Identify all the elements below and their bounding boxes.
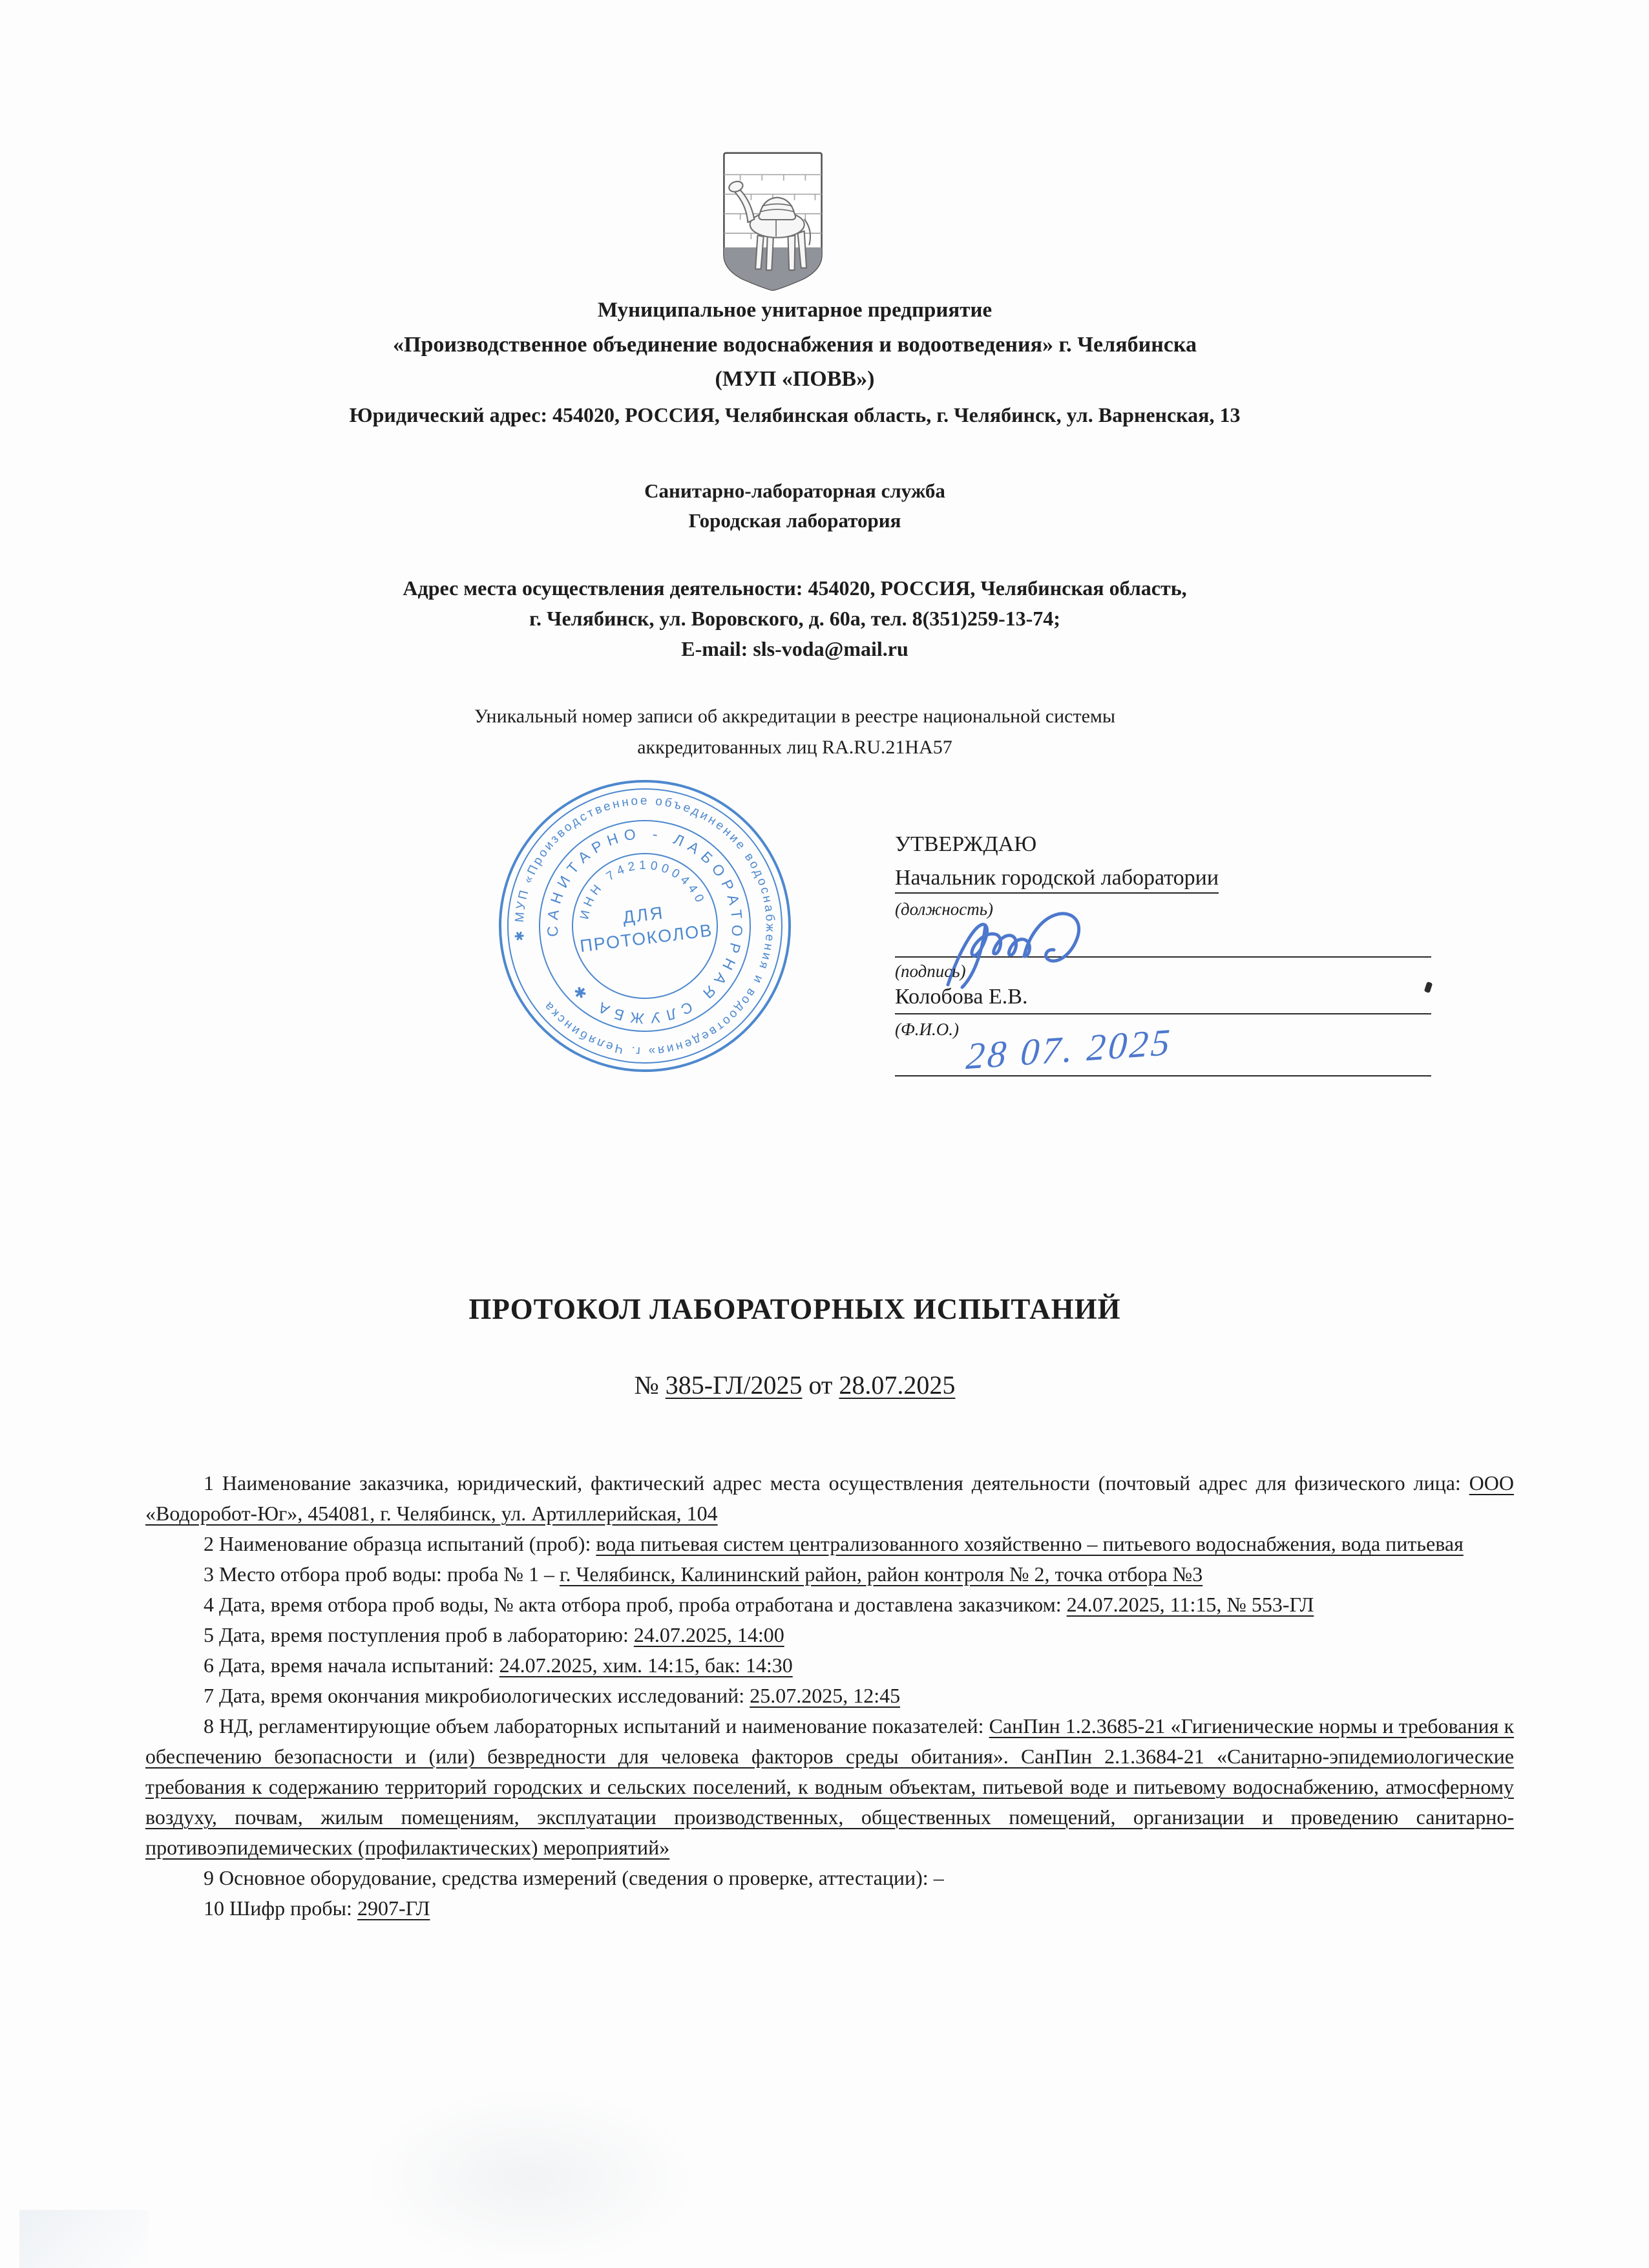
item-7-value: 25.07.2025, 12:45 [750,1684,901,1707]
stamp-second-circle [492,773,798,1079]
stamp-center-line2: ПРОТОКОЛОВ [578,920,714,956]
approver-name-line [895,985,1431,1014]
item-3-label: 3 Место отбора проб воды: проба № 1 – [204,1562,560,1586]
item-1-value: ООО «Водоробот-Юг», 454081, г. Челябинск, ул. Артиллерийская, 104 [145,1471,1514,1525]
item-9-label: 9 Основное оборудование, средства измерений (сведения о проверке, аттестации): – [204,1866,944,1889]
item-5-value: 24.07.2025, 14:00 [633,1623,784,1646]
accreditation-line1: Уникальный номер записи об аккредитации в реестре национальной системы [474,706,1116,727]
item-4-value: 24.07.2025, 11:15, № 553-ГЛ [1066,1593,1314,1616]
protocol-items [145,1468,1514,1924]
stamp-middle-ring-text: САНИТАРНО - ЛАБОРАТОРНАЯ СЛУЖБА ✱ [543,824,746,1027]
handwritten-date: 28 07. 2025 [965,1020,1174,1078]
protocol-number: 385-ГЛ/2025 [665,1370,803,1400]
item-9-equipment [145,1863,1514,1893]
activity-address-line1: Адрес места осуществления деятельности: 454020, РОССИЯ, Челябинская область, [403,576,1187,600]
lab-round-stamp [479,761,811,1092]
item-2-label: 2 Наименование образца испытаний (проб): [204,1532,596,1555]
ink-speck [1424,982,1433,993]
scan-corner-shading [19,2210,149,2268]
signature-line [895,910,1431,958]
scan-streak [362,2087,698,2268]
number-prefix: № [634,1370,666,1400]
item-4-label: 4 Дата, время отбора проб воды, № акта отбора проб, проба отработана и доставлена заказчиком: [204,1593,1067,1616]
item-5-label: 5 Дата, время поступления проб в лабораторию: [204,1623,634,1646]
item-6-start-datetime [145,1650,1514,1681]
activity-address-line2: г. Челябинск, ул. Воровского, д. 60а, тел. 8(351)259-13-74; [529,607,1060,630]
laboratory-name: Городская лаборатория [688,509,901,532]
org-name-line1: Муниципальное унитарное предприятие [597,299,993,322]
stamp-outer-circle [483,764,806,1087]
date-connector: от [802,1370,839,1400]
service-name: Санитарно-лабораторная служба [644,479,945,502]
stamp-outer-ring-text: ✱ МУП «Производственное объединение водоснабжения и водоотведения» г. Челябинска [512,793,777,1058]
signature-caption: (подпись) [895,961,966,981]
name-caption: (Ф.И.О.) [895,1020,959,1039]
item-7-end-datetime [145,1681,1514,1711]
item-3-value: г. Челябинск, Калининский район, район контроля № 2, точка отбора №3 [560,1562,1203,1586]
item-8-value: СанПин 1.2.3685-21 «Гигиенические нормы и требования к обеспечению безопасности и (или) безвредности для человека факторов среды обитания». СанПин 2.1.3684-21 «Санитарно-эпидемиологические требования к содержанию территорий городских и сельских поселений, к водным объектам, питьевой воде и питьевому водоснабжению, атмосферному воздуху, почвам, жилым помещениям, эксплуатации производственных, общественных помещений, организации и проведению санитарно-противоэпидемических (профилактических) мероприятий» [145,1714,1515,1859]
email-line: E-mail: sls-voda@mail.ru [681,637,909,660]
document-number-line [0,1370,1590,1400]
item-3-sampling-place [145,1559,1514,1590]
item-6-label: 6 Дата, время начала испытаний: [204,1654,499,1677]
accreditation-line2: аккредитованных лиц RA.RU.21HA57 [637,737,952,758]
approver-name: Колобова Е.В. [895,985,1028,1009]
item-1-label: 1 Наименование заказчика, юридический, фактический адрес места осуществления деятельности (почтовый адрес для физического лица: [204,1471,1469,1495]
stamp-inn-text: ИНН 7421000440 [578,858,708,921]
item-7-label: 7 Дата, время окончания микробиологических исследований: [204,1684,750,1707]
stamp-middle-circle [527,808,762,1043]
position-caption: (должность) [895,899,994,919]
protocol-date: 28.07.2025 [839,1370,956,1400]
legal-address: Юридический адрес: 454020, РОССИЯ, Челябинская область, г. Челябинск, ул. Варненская, 13 [349,403,1241,426]
document-title: ПРОТОКОЛ ЛАБОРАТОРНЫХ ИСПЫТАНИЙ [468,1293,1121,1325]
item-10-label: 10 Шифр пробы: [204,1896,357,1920]
approve-label: УТВЕРЖДАЮ [895,832,1037,856]
item-5-receipt-datetime [145,1620,1514,1650]
org-abbreviation: (МУП «ПОВВ») [715,367,875,391]
item-8-label: 8 НД, регламентирующие объем лабораторных испытаний и наименование показателей: [204,1714,989,1738]
stamp-center-line1: ДЛЯ [622,903,666,927]
item-10-value: 2907-ГЛ [357,1896,430,1920]
item-1-customer [145,1468,1514,1529]
item-6-value: 24.07.2025, хим. 14:15, бак: 14:30 [499,1654,793,1677]
org-name-line2: «Производственное объединение водоснабжения и водоотведения» г. Челябинска [393,333,1197,357]
item-4-sampling-datetime [145,1590,1514,1620]
item-10-sample-code [145,1893,1514,1924]
signature-scribble [940,888,1224,998]
item-2-value: вода питьевая систем централизованного хозяйственно – питьевого водоснабжения, вода питьевая [596,1532,1464,1555]
approver-position: Начальник городской лаборатории [895,866,1219,894]
item-2-sample-name [145,1529,1514,1559]
item-8-regulatory-docs [145,1711,1514,1863]
chelyabinsk-coat-of-arms [719,149,827,291]
